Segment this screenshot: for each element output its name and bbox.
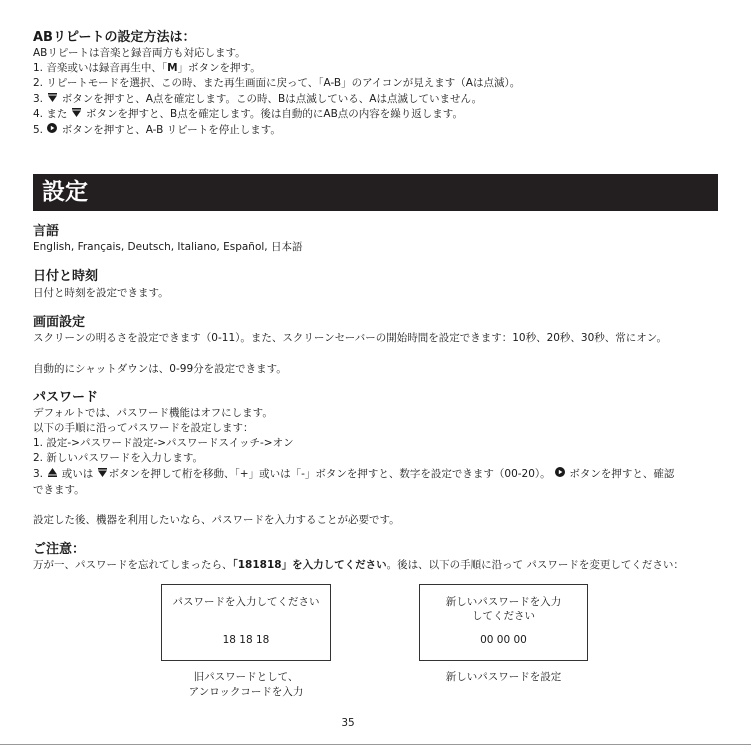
pw-step3-pre: 3.: [33, 468, 44, 480]
up-triangle-bar-icon: [46, 468, 58, 482]
password-step1: 1. 設定->パスワード設定->パスワードスイッチ->オン: [33, 437, 294, 449]
ab-repeat-intro: ABリピートは音楽と録音両方も対応します。: [33, 47, 246, 59]
old-password-caption-2: アンロックコードを入力: [188, 686, 304, 698]
footer-divider: [0, 744, 751, 745]
password-step3-cont: できます。: [33, 484, 85, 496]
note-text-post: 。後は、以下の手順に沿って パスワードを変更してください：: [386, 559, 684, 571]
ab-step4-post: ボタンを押すと、B点を確定します。後は自動的にAB点の内容を繰り返します。: [86, 108, 463, 120]
screen-text-brightness: スクリーンの明るさを設定できます（0-11）。また、スクリーンセーバーの開始時間を設定できます：10秒、20秒、30秒、常にオン。: [33, 332, 667, 344]
pw-step3-post: ボタンを押すと、確認: [569, 468, 675, 480]
play-circle-icon: [554, 467, 566, 482]
password-heading: パスワード: [33, 390, 99, 405]
language-heading: 言語: [33, 224, 60, 239]
screen-heading: 画面設定: [33, 315, 86, 330]
ab-step5-pre: 5.: [33, 124, 44, 136]
datetime-heading: 日付と時刻: [33, 269, 99, 284]
note-text-pre: 万が一、パスワードを忘れてしまったら、: [33, 559, 233, 571]
pw-step3-mid: ボタンを押して桁を移動、「+」或いは「-」ボタンを押すと、数字を設定できます（00-20）。: [108, 468, 551, 480]
page-number: 35: [341, 717, 355, 729]
new-password-caption: 新しいパスワードを設定: [445, 671, 562, 683]
password-line-steps: 以下の手順に沿ってパスワードを設定します：: [33, 422, 254, 434]
new-password-prompt-2: してください: [472, 610, 535, 622]
ab-repeat-step2: 2. リピートモードを選択、この時、また再生画面に戻って、「A-B」のアイコンが見えます（Aは点滅）。: [33, 77, 521, 89]
screen-text-shutdown: 自動的にシャットダウンは、0-99分を設定できます。: [33, 363, 287, 375]
password-line-default: デフォルトでは、パスワード機能はオフにします。: [33, 407, 273, 419]
m-button-label: M: [167, 62, 178, 74]
down-triangle-bar-icon: [71, 108, 83, 122]
new-password-code: 00 00 00: [480, 634, 527, 646]
ab-repeat-step4: [33, 107, 463, 122]
ab-step4-pre: 4. また: [33, 108, 68, 120]
pw-step3-or: 或いは: [61, 468, 94, 480]
settings-banner: [33, 174, 718, 211]
new-password-screen: [419, 584, 588, 661]
ab-step3-pre: 3.: [33, 93, 44, 105]
ab-repeat-title: ABリピートの設定方法は：: [33, 30, 196, 45]
old-password-code: 18 18 18: [222, 634, 270, 646]
password-step2: 2. 新しいパスワードを入力します。: [33, 452, 204, 464]
note-text-code: 「181818」を入力してください: [232, 559, 387, 571]
datetime-text: 日付と時刻を設定できます。: [33, 287, 169, 299]
new-password-prompt-1: 新しいパスワードを入力: [445, 596, 562, 608]
ab-step1-pre: 1. 音楽或いは録音再生中、「: [33, 62, 168, 74]
note-text: [33, 558, 684, 572]
down-triangle-bar-icon: [97, 468, 109, 482]
language-text: English, Français, Deutsch, Italiano, Español, 日本語: [33, 241, 303, 253]
old-password-caption-1: 旧パスワードとして、: [193, 671, 299, 683]
old-password-prompt: パスワードを入力してください: [172, 596, 320, 608]
down-triangle-bar-icon: [46, 93, 58, 107]
ab-repeat-step1: [33, 61, 261, 75]
ab-step1-post: 」ボタンを押す。: [177, 62, 261, 74]
ab-step3-post: ボタンを押すと、A点を確定します。この時、Bは点滅している、Aは点滅していません。: [61, 93, 483, 105]
ab-repeat-step5: [33, 123, 281, 138]
password-note-required: 設定した後、機器を利用したいなら、パスワードを入力することが必要です。: [33, 514, 400, 526]
ab-repeat-step3: [33, 92, 482, 107]
note-heading: ご注意：: [33, 542, 86, 557]
play-circle-icon: [46, 123, 58, 138]
settings-banner-title: 設定: [42, 179, 88, 205]
old-password-screen: [161, 584, 331, 661]
password-step3: [33, 467, 674, 482]
ab-step5-post: ボタンを押すと、A-B リピートを停止します。: [61, 124, 281, 136]
